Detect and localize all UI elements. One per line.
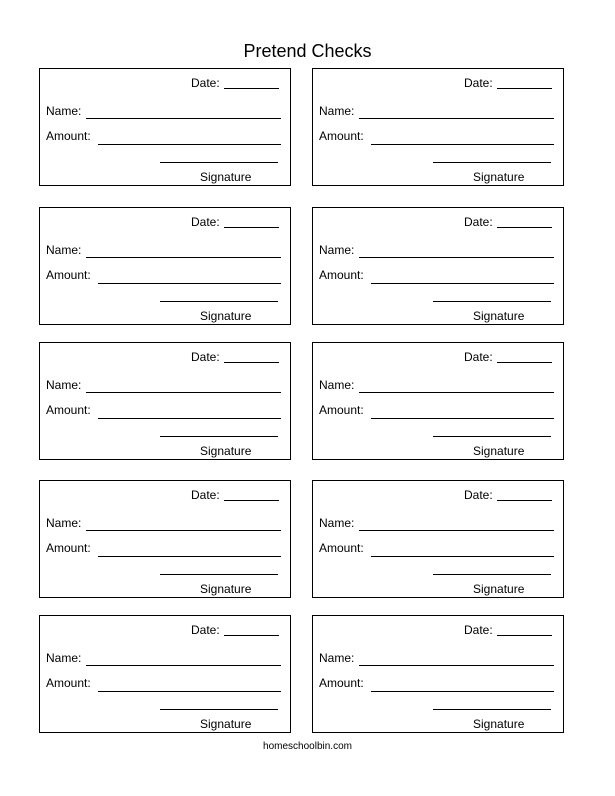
name-label: Name: [319, 104, 355, 118]
date-line [497, 227, 552, 228]
name-line [86, 665, 281, 666]
date-line [497, 635, 552, 636]
date-line [497, 362, 552, 363]
date-line [497, 500, 552, 501]
signature-line [433, 301, 551, 302]
signature-label: Signature [473, 582, 525, 596]
name-label: Name: [319, 651, 355, 665]
signature-line [160, 436, 278, 437]
signature-line [160, 301, 278, 302]
date-label: Date: [464, 76, 493, 90]
name-line [359, 118, 554, 119]
check [39, 480, 291, 598]
name-label: Name: [46, 651, 82, 665]
check [312, 615, 564, 733]
date-label: Date: [464, 623, 493, 637]
amount-label: Amount: [46, 676, 91, 690]
check [39, 615, 291, 733]
amount-line [98, 144, 281, 145]
amount-label: Amount: [46, 541, 91, 555]
amount-label: Amount: [319, 129, 364, 143]
check [39, 207, 291, 325]
signature-label: Signature [473, 170, 525, 184]
check [39, 342, 291, 460]
amount-label: Amount: [319, 676, 364, 690]
amount-line [371, 556, 554, 557]
signature-line [433, 709, 551, 710]
name-label: Name: [319, 516, 355, 530]
signature-line [433, 436, 551, 437]
name-line [359, 665, 554, 666]
date-line [224, 227, 279, 228]
signature-label: Signature [473, 717, 525, 731]
date-label: Date: [464, 215, 493, 229]
amount-line [98, 418, 281, 419]
date-label: Date: [191, 623, 220, 637]
name-label: Name: [46, 243, 82, 257]
amount-label: Amount: [46, 129, 91, 143]
signature-label: Signature [200, 717, 252, 731]
name-line [86, 118, 281, 119]
page-title: Pretend Checks [243, 41, 372, 61]
check [312, 68, 564, 186]
check [312, 207, 564, 325]
signature-label: Signature [200, 170, 252, 184]
date-label: Date: [191, 76, 220, 90]
signature-line [160, 709, 278, 710]
amount-label: Amount: [319, 268, 364, 282]
footer-website: homeschoolbin.com [263, 741, 352, 752]
amount-line [98, 283, 281, 284]
amount-line [371, 691, 554, 692]
signature-label: Signature [200, 582, 252, 596]
signature-line [433, 574, 551, 575]
date-line [224, 500, 279, 501]
amount-line [371, 144, 554, 145]
amount-label: Amount: [319, 403, 364, 417]
amount-line [98, 691, 281, 692]
signature-label: Signature [200, 444, 252, 458]
date-label: Date: [191, 488, 220, 502]
signature-line [160, 574, 278, 575]
amount-label: Amount: [319, 541, 364, 555]
date-label: Date: [191, 350, 220, 364]
amount-line [371, 418, 554, 419]
name-label: Name: [319, 243, 355, 257]
amount-line [98, 556, 281, 557]
check [39, 68, 291, 186]
date-label: Date: [464, 350, 493, 364]
name-line [359, 530, 554, 531]
date-line [224, 635, 279, 636]
name-line [86, 530, 281, 531]
amount-label: Amount: [46, 268, 91, 282]
name-label: Name: [46, 104, 82, 118]
date-line [497, 88, 552, 89]
name-label: Name: [319, 378, 355, 392]
signature-label: Signature [200, 309, 252, 323]
signature-label: Signature [473, 444, 525, 458]
date-label: Date: [464, 488, 493, 502]
name-label: Name: [46, 378, 82, 392]
date-line [224, 88, 279, 89]
name-line [86, 392, 281, 393]
name-label: Name: [46, 516, 82, 530]
check [312, 342, 564, 460]
name-line [359, 392, 554, 393]
amount-label: Amount: [46, 403, 91, 417]
date-line [224, 362, 279, 363]
signature-line [160, 162, 278, 163]
name-line [86, 257, 281, 258]
signature-label: Signature [473, 309, 525, 323]
date-label: Date: [191, 215, 220, 229]
signature-line [433, 162, 551, 163]
amount-line [371, 283, 554, 284]
name-line [359, 257, 554, 258]
check [312, 480, 564, 598]
